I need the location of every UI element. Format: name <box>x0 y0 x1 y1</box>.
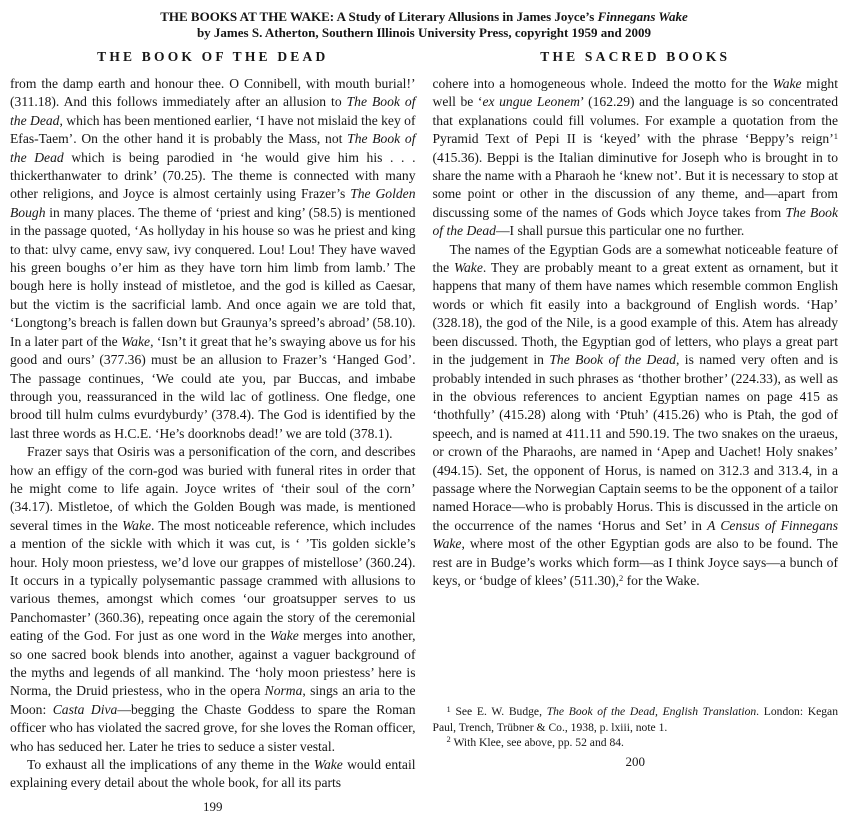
book-title <box>10 9 838 25</box>
chapter-heading-left: THE BOOK OF THE DEAD <box>97 49 329 64</box>
italic-text: A Census of Finnegans Wake <box>432 517 838 552</box>
text-run: , which has been mentioned earlier, ‘I have not mislaid the key of Efas-Taem’. On the other hand it is probably the Mass, not <box>10 112 416 147</box>
italic-text: Wake <box>313 757 343 773</box>
page-number-right: 200 <box>625 754 645 769</box>
text-run: cohere into a homogeneous whole. Indeed the motto for the <box>432 76 773 91</box>
footnotes <box>433 704 839 750</box>
text-run: . They are probably meant to a great extent as ornament, but it happens that many of them have names which resemble common English words or which fit easily into a background of English words. ‘Hap’ (328.18), the god of the Nile, is a good example of this. Atem has already been discussed. Thoth, the Egyptian god of letters, who plays a great part in the judgement in <box>432 260 838 368</box>
italic-text: Finnegans Wake <box>597 9 688 24</box>
italic-text: Wake <box>772 76 802 91</box>
book-credit: by James S. Atherton, Southern Illinois University Press, copyright 1959 and 2009 <box>196 24 652 40</box>
text-run: . The most noticeable reference, which includes a mention of the sickle with which it was cut, is ‘ ’Tis golden sickle’s hour. Holy moon priestess, we’d love our grappes of mistellose’ (360.24). It occurs in a typically polysemantic passage crammed with allusions to various themes, amongst which comes ‘our groatsupper serves to us Panchomaster’ (360.36), repeating once again the story of the ceremonial eating of the God. For just as one word in the <box>10 517 416 644</box>
italic-text: Casta Diva <box>52 701 118 717</box>
footnote-marker: 2 <box>446 733 451 744</box>
italic-text: The Book of the Dead, English Translation <box>546 705 757 719</box>
italic-text: Wake <box>269 628 299 644</box>
footnote <box>433 704 839 734</box>
text-run: which is being parodied in ‘he would give him his . . . thickerthanwater to drink’ (70.25). The theme is connected with many other religions, and Joyce is almost certainly using Frazer’s <box>10 149 416 202</box>
italic-text: Wake <box>453 260 483 276</box>
text-run: for the Wake. <box>623 572 700 588</box>
chapter-heading-right: THE SACRED BOOKS <box>540 49 731 64</box>
page-right <box>433 49 839 770</box>
text-run: To exhaust all the implications of any theme in the <box>27 757 314 773</box>
text-run: The names of the Egyptian Gods are a somewhat noticeable feature of the <box>432 241 838 276</box>
text-run: (415.36). Beppi is the Italian diminutive for Joseph who is brought in to share the name with a Pharaoh he ‘knew not’. But it is necessary to stop at some point or other in the discussion of any theme, and—apart from discussing some of the names of Gods which Joyce takes from <box>432 149 838 220</box>
text-run: ’ (162.29) and the language is so concentrated that explanations could fill volumes. For example a quotation from the Pyramid Text of Pepi II is ‘keyed’ with the phrase ‘Beppy’s reign’ <box>432 94 838 147</box>
text-run: , sings an aria to the Moon: <box>10 683 416 717</box>
spread <box>10 49 839 814</box>
footnote-marker: 1 <box>446 703 451 714</box>
italic-text: Wake <box>121 333 151 349</box>
paragraph <box>10 75 416 443</box>
paragraph <box>10 443 416 756</box>
italic-text: The Golden Bough <box>10 186 416 220</box>
text-run: See E. W. Budge, <box>450 705 547 719</box>
paragraph <box>433 75 839 241</box>
text-run: in many places. The theme of ‘priest and king’ (58.5) is mentioned in the passage quoted, ‘As hollyday in his house so was he priest and king to that: ulvy came, envy saw, ivy conquered. Lou! Lou! They have waved his green boughs o’er him as they have torn him limb from lamb.’ The bough here is holly instead of mistletoe, and the god is killed as Caesar, but the victim is the sacrificial lamb. And once again we are told that, ‘Longtong’s breach is fallen down but Graunya’s spreed’s abroad’ (58.10). In a later part of the <box>10 204 416 349</box>
italic-text: The Book of the Dead <box>432 204 838 239</box>
italic-text: The Book of the Dead <box>10 131 416 165</box>
page-header <box>10 9 838 40</box>
text-run: Frazer says that Osiris was a personification of the corn, and describes how an effigy of the corn-god was buried with funeral rites in order that he might come to life again. Joyce writes of ‘their soul of the corn’ (34.17). Mistletoe, of which the Golden Bough was made, is mentioned several times in the <box>10 444 416 533</box>
page-number-left: 199 <box>203 798 223 814</box>
text-run: merges into another, so one sacred book blends into another, against a vaguer background of the myths and legends of all mankind. The ‘holy moon priestess’ here is Norma, the Druid priestess, who in the opera <box>10 628 416 699</box>
text-run: might well be ‘ <box>432 76 838 110</box>
text-run: With Klee, see above, pp. 52 and 84. <box>450 735 624 749</box>
text-run: —I shall pursue this particular one no further. <box>495 223 745 239</box>
italic-text: ex ungue Leonem <box>482 94 580 110</box>
text-run: . London: Kegan Paul, Trench, Trübner & Co., 1938, p. lxiii, note 1. <box>432 705 839 734</box>
text-run: , is named very often and is probably intended in such phrases as ‘thother brother’ (224.33), as well as in the obvious references to ancient Egyptian names on page 415 as ‘thothfully’ (415.28) along with ‘Ptuh’ (415.26) who is Ptah, the god of speech, and is named at 411.11 and 590.19. The two snakes on the uraeus, or crown of the Pharaohs, are named in ‘Apep and Uachet! Holy snakes’ (494.15). Set, the opponent of Horus, is named on 312.3 and 313.4, in a passage where the Norwegian Captain seems to be the opponent of a tailor named Horace—who is probably Horus. This is discussed in the article on the occurrence of the names ‘Horus and Set’ in <box>432 352 839 533</box>
footnote-marker: 1 <box>833 131 838 142</box>
italic-text: The Book of the Dead <box>10 94 416 128</box>
text-run: , ‘Isn’t it great that he’s swaying above us for his good and ours’ (377.36) must be an allusion to Frazer’s ‘Hanged God’. The passage continues, ‘We could ate you, par Buccas, and imbabe through you, reassuranced in the wild lac of gotliness. One fledge, one brood till hulm culms evurdyburdy’ (378.4). The God is identified by the last three words as H.C.E. ‘He’s doorknobs dead!’ we are told (378.1). <box>10 333 416 441</box>
text-run: would entail explaining every detail about the whole book, for all its parts <box>10 757 416 791</box>
page-left <box>10 49 416 814</box>
text-run: —begging the Chaste Goddess to spare the Roman officer who has violated the sacred grove, for she loves the Roman officer, who has seduced her. Later he tries to seduce a sister vestal. <box>10 701 416 754</box>
italic-text: Wake <box>122 517 152 533</box>
text-run: from the damp earth and honour thee. O Connibell, with mouth burial!’ (311.18). And this follows immediately after an allusion to <box>10 76 416 110</box>
footnote <box>433 735 839 750</box>
footnote-marker: 2 <box>618 573 624 584</box>
text-run: THE BOOKS AT THE WAKE: A Study of Literary Allusions in James Joyce’s <box>160 9 598 24</box>
text-run: , where most of the other Egyptian gods are also to be found. The rest are in Budge’s works which form—as I think Joyce says—a bunch of keys, or ‘budge of klees’ (511.30), <box>432 536 838 588</box>
page-body-left <box>10 75 416 793</box>
italic-text: Norma <box>264 683 303 699</box>
paragraph <box>433 241 839 591</box>
page-body-right <box>433 75 839 590</box>
italic-text: The Book of the Dead <box>549 352 676 368</box>
paragraph <box>10 756 416 793</box>
